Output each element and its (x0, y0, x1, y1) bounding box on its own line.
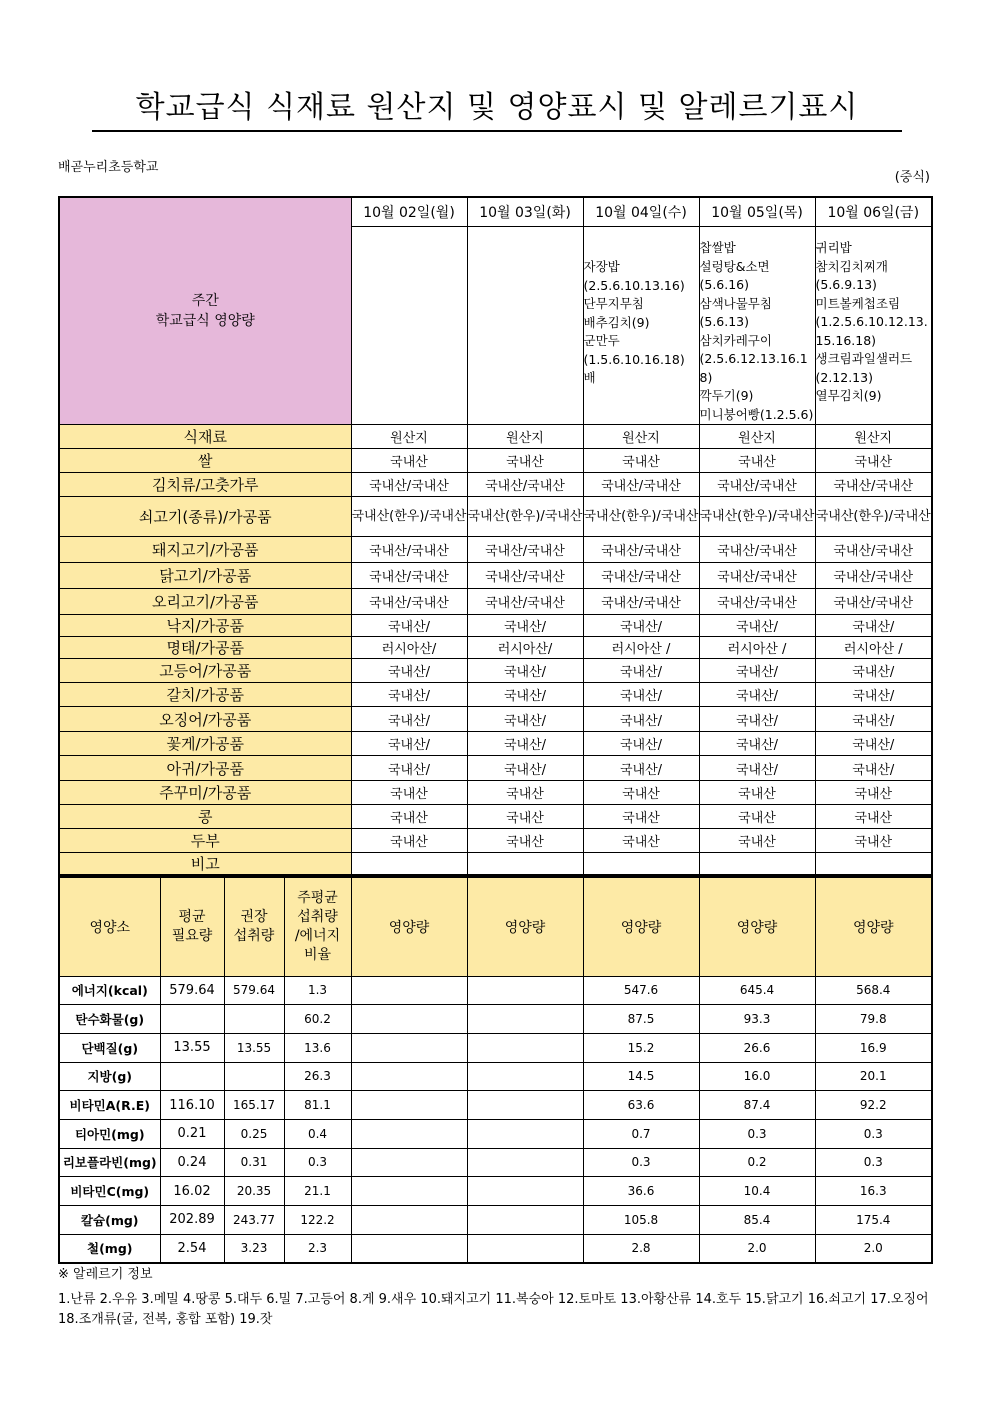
weekly-nutrition-label: 주간 학교급식 영양량 (59, 197, 351, 425)
day-amount-value: 0.2 (699, 1148, 815, 1177)
ingredient-label: 꽃게/가공품 (59, 732, 351, 756)
origin-value: 국내산/국내산 (699, 589, 815, 615)
origin-value: 국내산/국내산 (351, 563, 467, 589)
origin-value: 국내산/국내산 (583, 537, 699, 563)
day-amount-value (351, 1148, 467, 1177)
day-amount-value: 93.3 (699, 1005, 815, 1034)
origin-value: 국내산/ (351, 615, 467, 637)
weekly-ratio-value: 0.3 (284, 1148, 351, 1177)
day-amount-value (467, 1206, 583, 1235)
ingredient-label: 쌀 (59, 449, 351, 473)
page-title: 학교급식 식재료 원산지 및 영양표시 및 알레르기표시 (92, 88, 902, 132)
origin-value: 국내산/ (467, 683, 583, 707)
origin-value: 국내산/ (467, 707, 583, 732)
nutrition-row (59, 1234, 932, 1263)
origin-row (59, 637, 932, 659)
origin-row (59, 497, 932, 537)
origin-value: 국내산/국내산 (467, 589, 583, 615)
origin-row (59, 732, 932, 756)
origin-value: 국내산 (467, 805, 583, 829)
weekly-ratio-value: 60.2 (284, 1005, 351, 1034)
day-amount-value (467, 1005, 583, 1034)
menu-cell: 귀리밥 참치김치찌개 (5.6.9.13) 미트볼케첩조림 (1.2.5.6.10.12.13.15.16.18) 생크림과일샐러드 (2.12.13) 열무김치(9) (815, 227, 932, 425)
day-amount-value: 0.3 (815, 1119, 932, 1148)
nutrient-name: 단백질(g) (59, 1033, 160, 1062)
nutrient-name: 철(mg) (59, 1234, 160, 1263)
origin-value: 러시아산 / (815, 637, 932, 659)
origin-value: 국내산 (815, 829, 932, 853)
origin-header: 원산지 (351, 425, 467, 449)
menu-cell: 찹쌀밥 설렁탕&소면 (5.6.16) 삼색나물무침 (5.6.13) 삼치카레구이 (2.5.6.12.13.16.18) 깍두기(9) 미니붕어빵(1.2.5.6) (699, 227, 815, 425)
origin-row (59, 659, 932, 683)
origin-value: 러시아산/ (351, 637, 467, 659)
day-amount-value: 0.3 (699, 1119, 815, 1148)
nutrition-row (59, 976, 932, 1005)
origin-value: 국내산/국내산 (699, 473, 815, 497)
ingredient-label: 김치류/고춧가루 (59, 473, 351, 497)
origin-row (59, 781, 932, 805)
weekly-ratio-value: 2.3 (284, 1234, 351, 1263)
ingredient-label: 아귀/가공품 (59, 756, 351, 781)
day-amount-value: 2.8 (583, 1234, 699, 1263)
origin-value: 국내산/ (583, 615, 699, 637)
weekly-ratio-value: 13.6 (284, 1033, 351, 1062)
nutrient-name: 티아민(mg) (59, 1119, 160, 1148)
origin-value: 국내산/ (699, 707, 815, 732)
day-amount-value (351, 976, 467, 1005)
nutrition-row (59, 1119, 932, 1148)
nutrition-row (59, 1177, 932, 1206)
amount-header: 영양량 (467, 877, 583, 976)
day-amount-value: 645.4 (699, 976, 815, 1005)
ingredient-label: 쇠고기(종류)/가공품 (59, 497, 351, 537)
origin-value: 국내산 (699, 449, 815, 473)
weekly-ratio-value: 81.1 (284, 1091, 351, 1120)
day-amount-value: 16.3 (815, 1177, 932, 1206)
origin-value: 국내산/국내산 (699, 537, 815, 563)
ingredient-label: 오징어/가공품 (59, 707, 351, 732)
nutrient-name: 지방(g) (59, 1062, 160, 1091)
origin-value: 러시아산 / (583, 637, 699, 659)
origin-row (59, 805, 932, 829)
origin-value: 국내산/ (351, 732, 467, 756)
avg-required-value (160, 1062, 224, 1091)
origin-row (59, 615, 932, 637)
nutrition-row (59, 1033, 932, 1062)
weekly-ratio-header: 주평균 섭취량 /에너지 비율 (284, 877, 351, 976)
nutrition-row (59, 1091, 932, 1120)
avg-required-value: 2.54 (160, 1234, 224, 1263)
origin-value: 국내산/국내산 (351, 473, 467, 497)
origin-value: 국내산/국내산 (815, 473, 932, 497)
origin-value: 국내산 (583, 449, 699, 473)
ingredient-label: 주꾸미/가공품 (59, 781, 351, 805)
origin-value: 국내산/국내산 (583, 589, 699, 615)
amount-header: 영양량 (583, 877, 699, 976)
origin-value: 국내산/ (699, 659, 815, 683)
avg-required-header: 평균 필요량 (160, 877, 224, 976)
day-amount-value (351, 1033, 467, 1062)
origin-value: 국내산 (583, 805, 699, 829)
day-amount-value: 87.4 (699, 1091, 815, 1120)
origin-value: 국내산/ (351, 683, 467, 707)
origin-value: 국내산/ (815, 707, 932, 732)
day-header: 10월 06일(금) (815, 197, 932, 227)
amount-header: 영양량 (351, 877, 467, 976)
ingredient-label: 명태/가공품 (59, 637, 351, 659)
origin-row (59, 683, 932, 707)
day-header: 10월 03일(화) (467, 197, 583, 227)
ingredient-label: 갈치/가공품 (59, 683, 351, 707)
day-amount-value: 0.7 (583, 1119, 699, 1148)
nutrient-header: 영양소 (59, 877, 160, 976)
recommended-header: 권장 섭취량 (224, 877, 284, 976)
recommended-value: 579.64 (224, 976, 284, 1005)
origin-value: 국내산/ (467, 732, 583, 756)
day-amount-value: 16.9 (815, 1033, 932, 1062)
recommended-value: 3.23 (224, 1234, 284, 1263)
origin-value: 국내산/국내산 (815, 563, 932, 589)
origin-row (59, 707, 932, 732)
day-amount-value: 0.3 (815, 1148, 932, 1177)
day-amount-value (467, 1091, 583, 1120)
menu-cell (467, 227, 583, 425)
recommended-value: 165.17 (224, 1091, 284, 1120)
day-amount-value: 63.6 (583, 1091, 699, 1120)
avg-required-value: 0.24 (160, 1148, 224, 1177)
weekly-ratio-value: 122.2 (284, 1206, 351, 1235)
origin-value (583, 853, 699, 876)
day-amount-value (351, 1206, 467, 1235)
recommended-value: 13.55 (224, 1033, 284, 1062)
day-amount-value: 36.6 (583, 1177, 699, 1206)
day-header: 10월 05일(목) (699, 197, 815, 227)
day-amount-value: 568.4 (815, 976, 932, 1005)
nutrient-name: 에너지(kcal) (59, 976, 160, 1005)
recommended-value (224, 1062, 284, 1091)
origin-row (59, 537, 932, 563)
origin-value: 국내산/ (699, 732, 815, 756)
origin-table (58, 196, 933, 876)
origin-row (59, 473, 932, 497)
origin-row (59, 563, 932, 589)
origin-header: 원산지 (583, 425, 699, 449)
weekly-ratio-value: 21.1 (284, 1177, 351, 1206)
day-amount-value (467, 1177, 583, 1206)
origin-value: 국내산/ (815, 732, 932, 756)
day-amount-value (467, 1119, 583, 1148)
avg-required-value: 16.02 (160, 1177, 224, 1206)
day-header: 10월 02일(월) (351, 197, 467, 227)
origin-value: 국내산 (583, 781, 699, 805)
origin-value: 국내산/ (699, 756, 815, 781)
avg-required-value: 116.10 (160, 1091, 224, 1120)
origin-value: 국내산 (351, 805, 467, 829)
origin-value: 국내산/ (467, 756, 583, 781)
ingredient-label: 두부 (59, 829, 351, 853)
nutrient-name: 비타민C(mg) (59, 1177, 160, 1206)
recommended-value: 243.77 (224, 1206, 284, 1235)
origin-value: 국내산/국내산 (351, 589, 467, 615)
ingredient-label: 콩 (59, 805, 351, 829)
day-amount-value: 20.1 (815, 1062, 932, 1091)
origin-header: 원산지 (699, 425, 815, 449)
day-amount-value (467, 1033, 583, 1062)
meal-type: (중식) (894, 170, 930, 185)
origin-value: 국내산/ (583, 683, 699, 707)
day-amount-value (467, 1234, 583, 1263)
origin-value: 국내산(한우)/국내산 (699, 497, 815, 537)
origin-value: 국내산 (351, 781, 467, 805)
origin-value: 국내산 (467, 449, 583, 473)
origin-value: 국내산/ (815, 756, 932, 781)
ingredient-label: 낙지/가공품 (59, 615, 351, 637)
origin-value: 러시아산/ (467, 637, 583, 659)
day-amount-value: 16.0 (699, 1062, 815, 1091)
origin-value: 국내산/ (815, 683, 932, 707)
origin-row (59, 853, 932, 876)
nutrition-table (58, 876, 933, 1264)
origin-value: 국내산 (583, 829, 699, 853)
origin-value: 국내산 (815, 805, 932, 829)
day-amount-value (351, 1234, 467, 1263)
recommended-value: 0.31 (224, 1148, 284, 1177)
origin-value: 국내산/ (815, 659, 932, 683)
day-amount-value: 14.5 (583, 1062, 699, 1091)
day-amount-value: 26.6 (699, 1033, 815, 1062)
day-amount-value: 105.8 (583, 1206, 699, 1235)
origin-value: 국내산(한우)/국내산 (583, 497, 699, 537)
day-header: 10월 04일(수) (583, 197, 699, 227)
origin-value: 국내산/국내산 (583, 563, 699, 589)
recommended-value (224, 1005, 284, 1034)
day-amount-value: 92.2 (815, 1091, 932, 1120)
avg-required-value: 13.55 (160, 1033, 224, 1062)
origin-header: 원산지 (815, 425, 932, 449)
amount-header: 영양량 (699, 877, 815, 976)
origin-value: 국내산 (815, 781, 932, 805)
day-amount-value: 0.3 (583, 1148, 699, 1177)
origin-value: 국내산 (699, 781, 815, 805)
origin-value: 국내산/국내산 (467, 537, 583, 563)
nutrition-row (59, 1062, 932, 1091)
nutrition-row (59, 1206, 932, 1235)
origin-value: 국내산/국내산 (467, 563, 583, 589)
nutrient-name: 탄수화물(g) (59, 1005, 160, 1034)
weekly-ratio-value: 1.3 (284, 976, 351, 1005)
day-amount-value (351, 1119, 467, 1148)
nutrient-name: 비타민A(R.E) (59, 1091, 160, 1120)
origin-value: 국내산/ (699, 683, 815, 707)
origin-row (59, 589, 932, 615)
ingredient-header: 식재료 (59, 425, 351, 449)
day-amount-value: 547.6 (583, 976, 699, 1005)
origin-row (59, 756, 932, 781)
origin-value: 국내산/국내산 (699, 563, 815, 589)
allergy-title: ※ 알레르기 정보 (58, 1267, 153, 1282)
day-amount-value (351, 1177, 467, 1206)
avg-required-value: 579.64 (160, 976, 224, 1005)
ingredient-label: 고등어/가공품 (59, 659, 351, 683)
origin-value: 국내산 (467, 781, 583, 805)
school-name: 배곧누리초등학교 (58, 160, 159, 175)
origin-row (59, 829, 932, 853)
origin-value: 국내산/국내산 (815, 537, 932, 563)
origin-value: 국내산 (351, 449, 467, 473)
day-amount-value (351, 1005, 467, 1034)
origin-value: 국내산/국내산 (351, 537, 467, 563)
ingredient-label: 오리고기/가공품 (59, 589, 351, 615)
origin-value: 국내산/국내산 (815, 589, 932, 615)
origin-header: 원산지 (467, 425, 583, 449)
origin-value: 국내산/ (351, 659, 467, 683)
ingredient-label: 돼지고기/가공품 (59, 537, 351, 563)
day-amount-value (467, 976, 583, 1005)
origin-value: 국내산/ (583, 756, 699, 781)
weekly-ratio-value: 26.3 (284, 1062, 351, 1091)
origin-value (351, 853, 467, 876)
day-amount-value: 87.5 (583, 1005, 699, 1034)
origin-value: 국내산/국내산 (583, 473, 699, 497)
recommended-value: 20.35 (224, 1177, 284, 1206)
origin-value: 국내산/국내산 (467, 473, 583, 497)
day-amount-value: 2.0 (699, 1234, 815, 1263)
origin-value: 국내산(한우)/국내산 (815, 497, 932, 537)
menu-cell (351, 227, 467, 425)
ingredient-label: 비고 (59, 853, 351, 876)
origin-value: 국내산 (467, 829, 583, 853)
origin-value: 국내산 (351, 829, 467, 853)
day-amount-value: 2.0 (815, 1234, 932, 1263)
origin-value (815, 853, 932, 876)
origin-value: 국내산 (815, 449, 932, 473)
avg-required-value: 202.89 (160, 1206, 224, 1235)
origin-value: 국내산/ (583, 659, 699, 683)
origin-value: 국내산/ (583, 732, 699, 756)
day-amount-value (351, 1091, 467, 1120)
day-amount-value (467, 1148, 583, 1177)
day-amount-value (351, 1062, 467, 1091)
day-amount-value: 10.4 (699, 1177, 815, 1206)
origin-value: 국내산/ (815, 615, 932, 637)
day-amount-value: 175.4 (815, 1206, 932, 1235)
day-amount-value: 85.4 (699, 1206, 815, 1235)
avg-required-value (160, 1005, 224, 1034)
amount-header: 영양량 (815, 877, 932, 976)
nutrient-name: 리보플라빈(mg) (59, 1148, 160, 1177)
weekly-ratio-value: 0.4 (284, 1119, 351, 1148)
origin-value: 국내산 (699, 829, 815, 853)
nutrition-row (59, 1005, 932, 1034)
day-amount-value: 79.8 (815, 1005, 932, 1034)
menu-cell: 자장밥 (2.5.6.10.13.16) 단무지무침 배추김치(9) 군만두 (1.5.6.10.16.18) 배 (583, 227, 699, 425)
origin-value: 국내산/ (467, 615, 583, 637)
origin-value: 국내산/ (351, 707, 467, 732)
origin-row (59, 449, 932, 473)
avg-required-value: 0.21 (160, 1119, 224, 1148)
origin-value: 국내산(한우)/국내산 (351, 497, 467, 537)
origin-value (699, 853, 815, 876)
origin-value: 국내산/ (583, 707, 699, 732)
day-amount-value (467, 1062, 583, 1091)
ingredient-label: 닭고기/가공품 (59, 563, 351, 589)
origin-value: 국내산 (699, 805, 815, 829)
origin-value: 국내산/ (467, 659, 583, 683)
nutrient-name: 칼슘(mg) (59, 1206, 160, 1235)
origin-value (467, 853, 583, 876)
origin-value: 국내산(한우)/국내산 (467, 497, 583, 537)
origin-value: 국내산/ (351, 756, 467, 781)
day-amount-value: 15.2 (583, 1033, 699, 1062)
nutrition-row (59, 1148, 932, 1177)
recommended-value: 0.25 (224, 1119, 284, 1148)
origin-value: 러시아산 / (699, 637, 815, 659)
origin-value: 국내산/ (699, 615, 815, 637)
allergy-info: 1.난류 2.우유 3.메밀 4.땅콩 5.대두 6.밀 7.고등어 8.게 9.새우 10.돼지고기 11.복숭아 12.토마토 13.아황산류 14.호두 15.닭고기 16.쇠고기 17.오징어 18.조개류(굴, 전복, 홍합 포함) 19.잣 (58, 1292, 929, 1327)
